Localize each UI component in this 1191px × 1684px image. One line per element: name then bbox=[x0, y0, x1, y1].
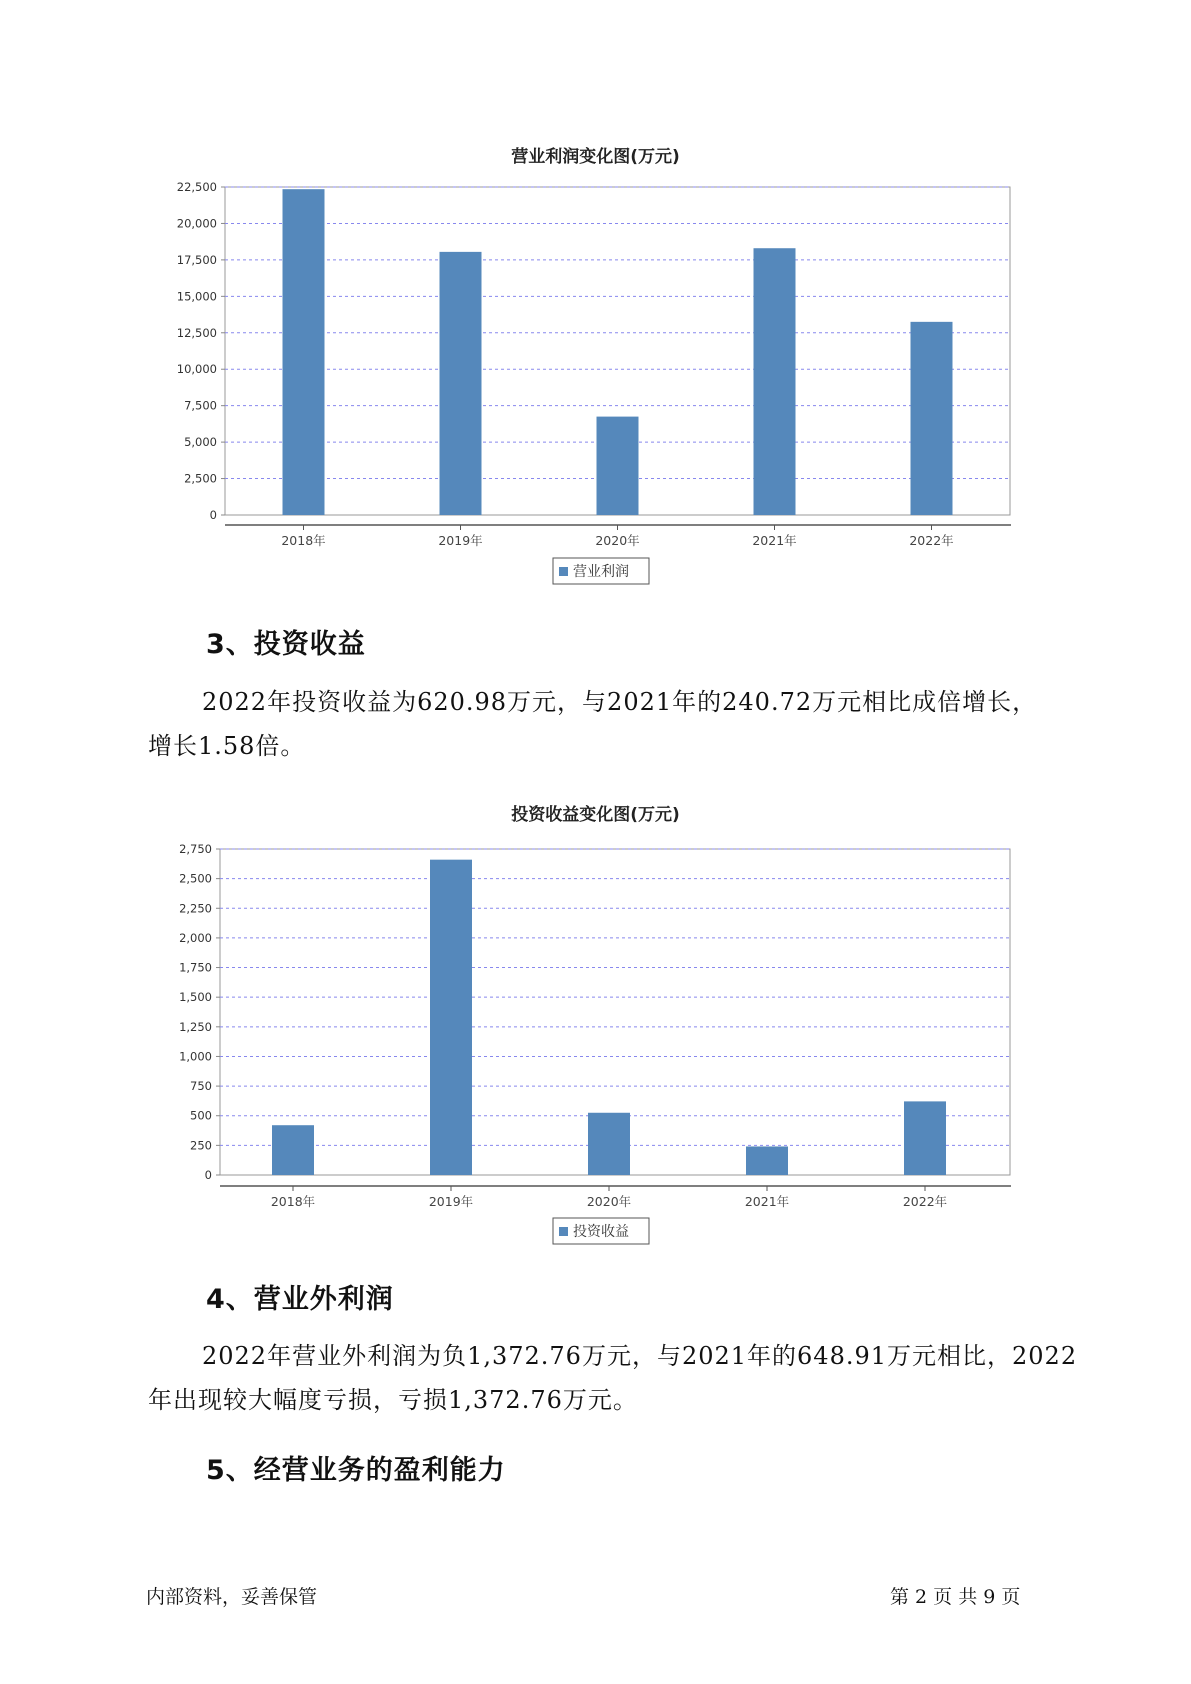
x-tick-label: 2021年 bbox=[744, 1194, 790, 1209]
y-tick-label: 1,750 bbox=[179, 960, 212, 975]
chart2-title: 投资收益变化图(万元) bbox=[511, 805, 680, 825]
section4-line2: 年出现较大幅度亏损，亏损1,372.76万元。 bbox=[148, 1386, 638, 1414]
operating-profit-chart bbox=[0, 170, 1191, 590]
legend-swatch bbox=[559, 567, 568, 576]
y-tick-label: 2,750 bbox=[179, 842, 212, 856]
x-tick-label: 2020年 bbox=[586, 1194, 632, 1209]
y-tick-label: 250 bbox=[190, 1138, 212, 1153]
bar-2019年 bbox=[440, 252, 482, 515]
section3-heading: 3、投资收益 bbox=[206, 629, 366, 660]
y-tick-label: 10,000 bbox=[176, 362, 217, 377]
y-tick-label: 20,000 bbox=[176, 216, 217, 231]
bar-2020年 bbox=[597, 417, 639, 515]
y-tick-label: 12,500 bbox=[176, 325, 217, 340]
y-tick-label: 17,500 bbox=[176, 252, 217, 267]
y-tick-label: 1,250 bbox=[179, 1019, 212, 1034]
section4-line1: 2022年营业外利润为负1,372.76万元，与2021年的648.91万元相比，2022 bbox=[202, 1342, 1078, 1370]
y-tick-label: 15,000 bbox=[176, 289, 217, 304]
y-tick-label: 750 bbox=[190, 1079, 212, 1094]
bar-2022年 bbox=[911, 322, 953, 515]
section3-line1: 2022年投资收益为620.98万元，与2021年的240.72万元相比成倍增长， bbox=[202, 688, 1038, 716]
legend-swatch bbox=[559, 1227, 568, 1236]
section3-paragraph bbox=[148, 680, 1078, 768]
bar-2020年 bbox=[588, 1113, 630, 1175]
y-tick-label: 2,000 bbox=[179, 930, 212, 945]
x-tick-label: 2020年 bbox=[595, 533, 640, 548]
bar-2018年 bbox=[272, 1125, 314, 1175]
legend-label: 投资收益 bbox=[573, 1224, 629, 1240]
bar-2019年 bbox=[430, 860, 472, 1175]
y-tick-label: 2,250 bbox=[179, 901, 212, 916]
x-tick-label: 2018年 bbox=[270, 1194, 316, 1209]
footer-page-number: 第 2 页 共 9 页 bbox=[890, 1586, 1021, 1608]
x-tick-label: 2019年 bbox=[438, 533, 483, 548]
investment-income-chart bbox=[0, 830, 1191, 1250]
y-tick-label: 0 bbox=[204, 1168, 212, 1182]
y-tick-label: 0 bbox=[209, 508, 217, 522]
x-tick-label: 2021年 bbox=[752, 533, 797, 548]
bar-2021年 bbox=[746, 1146, 788, 1175]
y-tick-label: 22,500 bbox=[176, 180, 217, 194]
section4-paragraph bbox=[148, 1334, 1078, 1422]
y-tick-label: 2,500 bbox=[184, 471, 217, 486]
y-tick-label: 7,500 bbox=[184, 398, 217, 413]
section4-heading: 4、营业外利润 bbox=[206, 1284, 394, 1315]
y-tick-label: 1,000 bbox=[179, 1049, 212, 1064]
bar-2022年 bbox=[904, 1101, 946, 1175]
y-tick-label: 500 bbox=[190, 1108, 212, 1123]
chart1-title: 营业利润变化图(万元) bbox=[511, 147, 680, 167]
x-tick-label: 2022年 bbox=[902, 1194, 948, 1209]
x-tick-label: 2022年 bbox=[909, 533, 954, 548]
y-tick-label: 2,500 bbox=[179, 871, 212, 886]
footer-confidential: 内部资料，妥善保管 bbox=[146, 1586, 318, 1608]
x-tick-label: 2019年 bbox=[428, 1194, 474, 1209]
bar-2021年 bbox=[754, 248, 796, 515]
section5-heading: 5、经营业务的盈利能力 bbox=[206, 1455, 506, 1486]
legend-label: 营业利润 bbox=[573, 564, 629, 580]
section3-line2: 增长1.58倍。 bbox=[148, 732, 306, 760]
y-tick-label: 1,500 bbox=[179, 990, 212, 1005]
x-tick-label: 2018年 bbox=[281, 533, 326, 548]
y-tick-label: 5,000 bbox=[184, 435, 217, 450]
bar-2018年 bbox=[283, 189, 325, 515]
